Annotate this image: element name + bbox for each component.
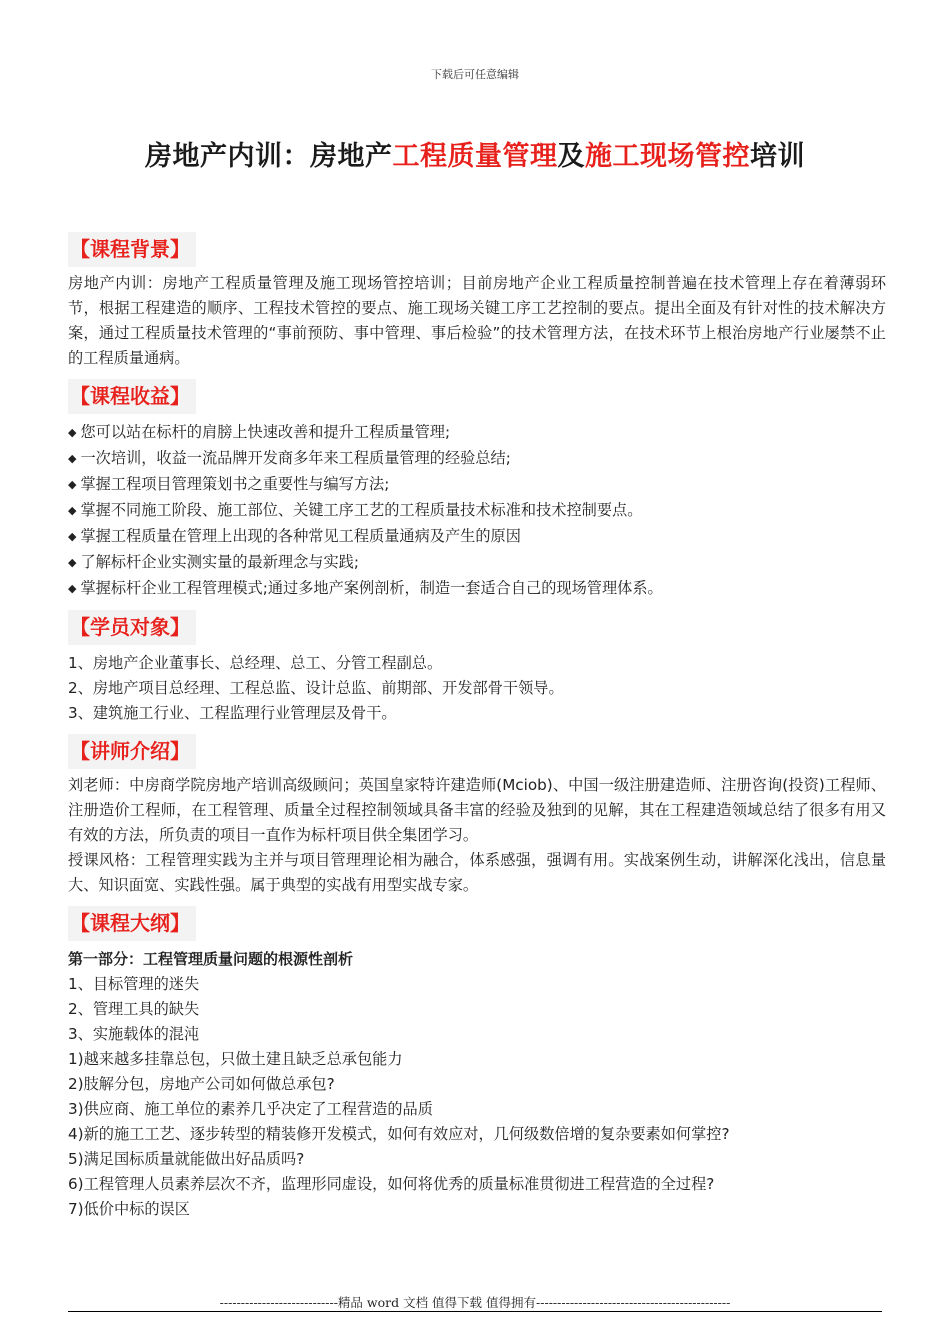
diamond-bullet-icon: ◆ [68, 530, 77, 543]
background-text: 房地产内训：房地产工程质量管理及施工现场管控培训；目前房地产企业工程质量控制普遍在技术管理上存在着薄弱环节，根据工程建造的顺序、工程技术管控的要点、施工现场关键工序工艺控制的要点。提出全面及有针对性的技术解决方案，通过工程质量技术管理的“事前预防、事中管理、事后检验”的技术管理方法，在技术环节上根治房地产行业屡禁不止的工程质量通病。 [68, 274, 886, 367]
list-item: ◆ 掌握不同施工阶段、施工部位、关键工序工艺的工程质量技术标准和技术控制要点。 [68, 501, 643, 519]
diamond-bullet-icon: ◆ [68, 504, 77, 517]
section-background [68, 232, 886, 371]
title-highlight-2: 施工现场管控 [585, 141, 750, 172]
title-part-3: 及 [557, 141, 585, 172]
section-heading-outline: 【课程大纲】 [68, 906, 196, 941]
section-outline [68, 906, 886, 1222]
document-body [68, 232, 886, 1222]
section-heading-audience: 【学员对象】 [68, 610, 196, 645]
list-item: ◆ 了解标杆企业实测实量的最新理念与实践; [68, 553, 359, 571]
list-item: ◆ 一次培训，收益一流品牌开发商多年来工程质量管理的经验总结; [68, 449, 511, 467]
audience-list [68, 651, 886, 726]
section-heading-lecturer: 【讲师介绍】 [68, 734, 196, 769]
list-item: ◆ 掌握标杆企业工程管理模式;通过多地产案例剖析，制造一套适合自己的现场管理体系。 [68, 579, 663, 597]
header-note: 下载后可任意编辑 [431, 68, 519, 81]
list-item: 1、房地产企业董事长、总经理、总工、分管工程副总。 [68, 654, 443, 672]
lecturer-bio: 刘老师：中房商学院房地产培训高级顾问；英国皇家特许建造师(Mciob)、中国一级注册建造师、注册咨询(投资)工程师、注册造价工程师，在工程管理、质量全过程控制领域具备丰富的经验及独到的见解，其在工程建造领域总结了很多有用又有效的方法，所负责的项目一直作为标杆项目供全集团学习。 [68, 776, 886, 844]
list-item: 4)新的施工工艺、逐步转型的精装修开发模式，如何有效应对，几何级数倍增的复杂要素如何掌控? [68, 1125, 730, 1143]
page-title [0, 134, 950, 173]
outline-part-title: 第一部分：工程管理质量问题的根源性剖析 [68, 950, 354, 968]
section-lecturer [68, 734, 886, 898]
list-item: 7)低价中标的误区 [68, 1200, 190, 1218]
list-item: 3、建筑施工行业、工程监理行业管理层及骨干。 [68, 704, 397, 722]
list-item: ◆ 您可以站在标杆的肩膀上快速改善和提升工程质量管理; [68, 423, 451, 441]
list-item: 6)工程管理人员素养层次不齐，监理形同虚设，如何将优秀的质量标准贯彻进工程营造的全过程? [68, 1175, 715, 1193]
list-item: 1、目标管理的迷失 [68, 975, 200, 993]
title-part-5: 培训 [750, 141, 805, 172]
section-audience [68, 610, 886, 726]
lecturer-style: 授课风格：工程管理实践为主并与项目管理理论相为融合，体系感强，强调有用。实战案例生动，讲解深化浅出，信息量大、知识面宽、实践性强。属于典型的实战有用型实战专家。 [68, 851, 886, 894]
diamond-bullet-icon: ◆ [68, 426, 77, 439]
diamond-bullet-icon: ◆ [68, 452, 77, 465]
footer-note: ----------------------------精品 word 文档 值得下载 值得拥有---------------------------------------------- [219, 1295, 731, 1310]
diamond-bullet-icon: ◆ [68, 556, 77, 569]
list-item: ◆ 掌握工程质量在管理上出现的各种常见工程质量通病及产生的原因 [68, 527, 521, 545]
section-heading-background: 【课程背景】 [68, 232, 196, 267]
section-benefits [68, 379, 886, 602]
list-item: 2、管理工具的缺失 [68, 1000, 200, 1018]
list-item: ◆ 掌握工程项目管理策划书之重要性与编写方法; [68, 475, 390, 493]
diamond-bullet-icon: ◆ [68, 478, 77, 491]
title-part-1: 房地产内训：房地产 [145, 141, 393, 172]
list-item: 2)肢解分包，房地产公司如何做总承包? [68, 1075, 335, 1093]
list-item: 2、房地产项目总经理、工程总监、设计总监、前期部、开发部骨干领导。 [68, 679, 564, 697]
list-item: 3)供应商、施工单位的素养几乎决定了工程营造的品质 [68, 1100, 433, 1118]
benefits-list [68, 420, 886, 602]
list-item: 3、实施载体的混沌 [68, 1025, 200, 1043]
list-item: 1)越来越多挂靠总包，只做土建且缺乏总承包能力 [68, 1050, 403, 1068]
diamond-bullet-icon: ◆ [68, 582, 77, 595]
list-item: 5)满足国标质量就能做出好品质吗? [68, 1150, 305, 1168]
section-heading-benefits: 【课程收益】 [68, 379, 196, 414]
title-highlight-1: 工程质量管理 [392, 141, 558, 172]
outline-list [68, 972, 886, 1222]
footer-divider [68, 1311, 882, 1312]
